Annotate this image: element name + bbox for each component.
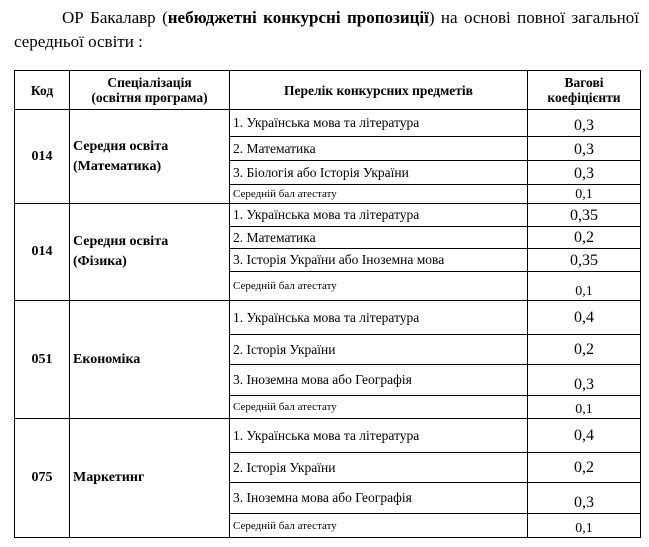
subject-cell: Середній бал атестату <box>230 514 528 538</box>
competition-subjects-table <box>14 70 641 538</box>
subject-cell: 3. Біологія або Історія України <box>230 161 528 185</box>
specialty-name: Економіка <box>70 301 230 419</box>
coef-cell: 0,1 <box>528 185 641 204</box>
coef-cell: 0,1 <box>528 396 641 419</box>
subject-cell: 1. Українська мова та література <box>230 301 528 335</box>
heading-suffix: ) на основі повної загальної середньої освіти : <box>14 8 640 51</box>
coef-cell: 0,3 <box>528 161 641 185</box>
subject-cell: 3. Історія України або Іноземна мова <box>230 249 528 272</box>
subject-cell: 1. Українська мова та література <box>230 419 528 453</box>
page-heading <box>14 6 639 54</box>
coef-cell: 0,2 <box>528 335 641 365</box>
coef-cell: 0,4 <box>528 419 641 453</box>
subject-cell: 3. Іноземна мова або Географія <box>230 365 528 396</box>
subject-cell: Середній бал атестату <box>230 185 528 204</box>
heading-bold-text: небюджетні конкурсні пропозиції <box>167 8 429 27</box>
table-row <box>15 110 641 137</box>
coef-cell: 0,3 <box>528 137 641 161</box>
header-code: Код <box>15 71 70 110</box>
coef-cell: 0,3 <box>528 110 641 137</box>
coef-cell: 0,3 <box>528 483 641 514</box>
specialty-code: 014 <box>15 110 70 204</box>
coef-cell: 0,1 <box>528 514 641 538</box>
coef-cell: 0,35 <box>528 249 641 272</box>
coef-cell: 0,4 <box>528 301 641 335</box>
subject-cell: Середній бал атестату <box>230 396 528 419</box>
subject-cell: 2. Історія України <box>230 453 528 483</box>
subject-cell: 2. Історія України <box>230 335 528 365</box>
coef-cell: 0,35 <box>528 204 641 227</box>
coef-cell: 0,2 <box>528 227 641 249</box>
table-row <box>15 204 641 227</box>
specialty-name: Середня освіта (Фізика) <box>70 204 230 301</box>
specialty-code: 075 <box>15 419 70 538</box>
subject-cell: 2. Математика <box>230 137 528 161</box>
subject-cell: 1. Українська мова та література <box>230 204 528 227</box>
table-header-row <box>15 71 641 110</box>
subject-cell: Середній бал атестату <box>230 272 528 301</box>
subject-cell: 1. Українська мова та література <box>230 110 528 137</box>
subject-cell: 2. Математика <box>230 227 528 249</box>
header-weights: Вагові коефіцієнти <box>528 71 641 110</box>
heading-prefix: ОР Бакалавр ( <box>62 8 168 27</box>
coef-cell: 0,3 <box>528 365 641 396</box>
table-row <box>15 301 641 335</box>
specialty-name: Маркетинг <box>70 419 230 538</box>
header-specialization: Спеціалізація (освітня програма) <box>70 71 230 110</box>
table-row <box>15 419 641 453</box>
coef-cell: 0,1 <box>528 272 641 301</box>
coef-cell: 0,2 <box>528 453 641 483</box>
header-subjects: Перелік конкурсних предметів <box>230 71 528 110</box>
subject-cell: 3. Іноземна мова або Географія <box>230 483 528 514</box>
specialty-code: 014 <box>15 204 70 301</box>
specialty-code: 051 <box>15 301 70 419</box>
specialty-name: Середня освіта (Математика) <box>70 110 230 204</box>
